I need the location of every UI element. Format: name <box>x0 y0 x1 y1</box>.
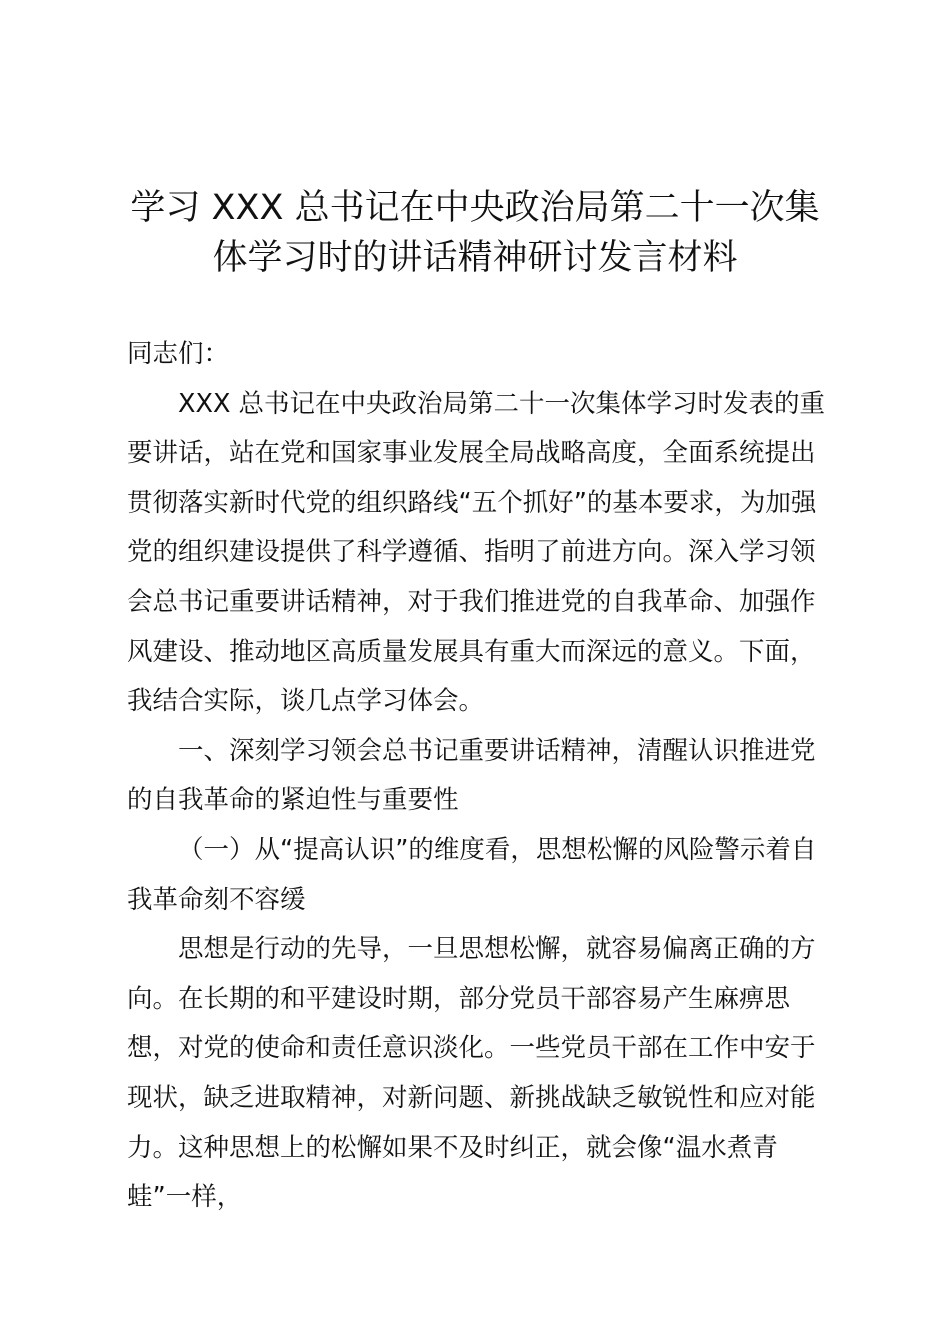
section-heading-1: 一、深刻学习领会总书记重要讲话精神，清醒认识推进党的自我革命的紧迫性与重要性 <box>127 735 816 816</box>
paragraph-body: 思想是行动的先导，一旦思想松懈，就容易偏离正确的方向。在长期的和平建设时期，部分党员干部容易产生麻痹思想，对党的使命和责任意识淡化。一些党员干部在工作中安于现状，缺乏进取精神，对新问题、新挑战缺乏敏锐性和应对能力。这种思想上的松懈如果不及时纠正，就会像“温水煮青蛙”一样， <box>127 934 816 1213</box>
subsection-heading-1: （一）从“提高认识”的维度看，思想松懈的风险警示着自我革命刻不容缓 <box>127 834 817 915</box>
greeting: 同志们： <box>127 339 230 369</box>
document-title-line-2: 体学习时的讲话精神研讨发言材料 <box>212 238 738 278</box>
document-body <box>127 330 837 1223</box>
paragraph-intro: XXX 总书记在中央政治局第二十一次集体学习时发表的重要讲话，站在党和国家事业发展全局战略高度，全面系统提出贯彻落实新时代党的组织路线“五个抓好”的基本要求，为加强党的组织建设提供了科学遵循、指明了前进方向。深入学习领会总书记重要讲话精神，对于我们推进党的自我革命、加强作风建设、推动地区高质量发展具有重大而深远的意义。下面，我结合实际，谈几点学习体会。 <box>127 388 826 717</box>
document-title-line-1: 学习 XXX 总书记在中央政治局第二十一次集 <box>130 188 820 228</box>
